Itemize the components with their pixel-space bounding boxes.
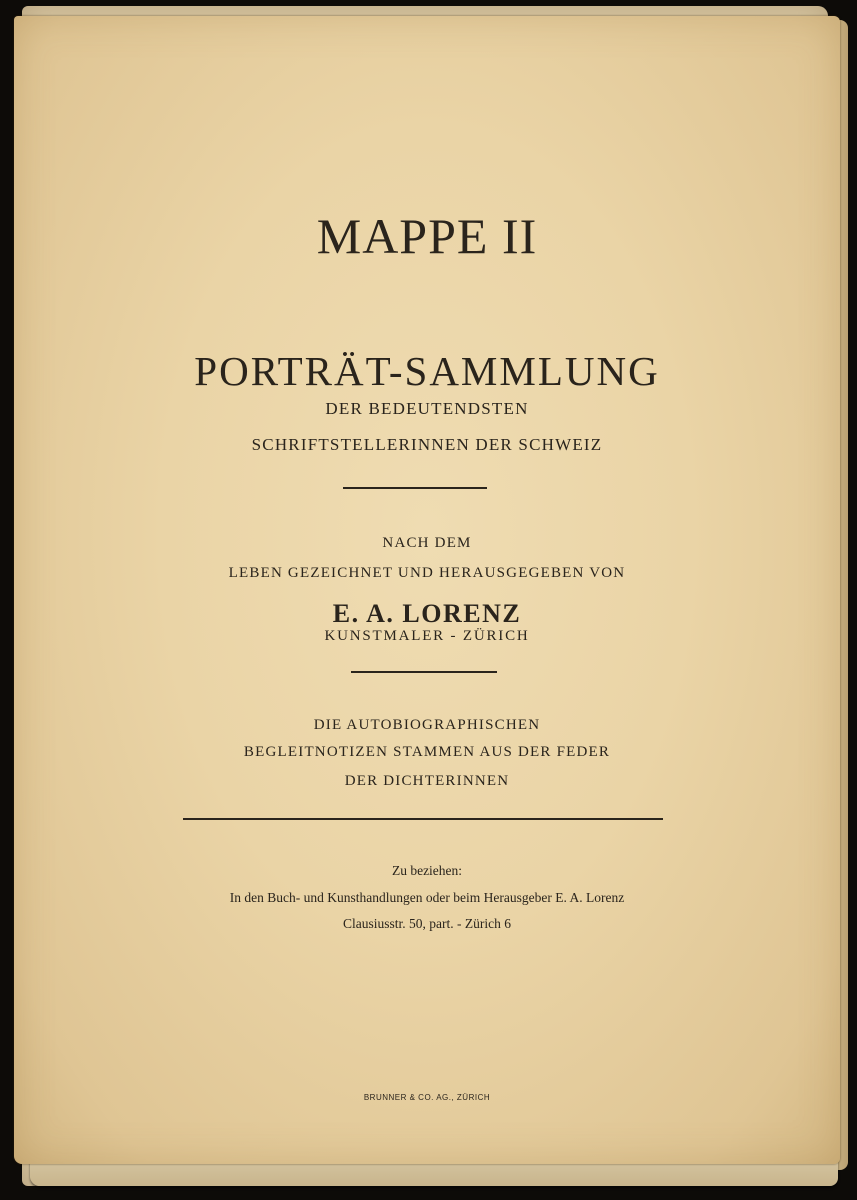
- note-line-3: DER DICHTERINNEN: [344, 773, 510, 789]
- note-line-1: DIE AUTOBIOGRAPHISCHEN: [313, 717, 541, 733]
- availability-line-1: Zu beziehen:: [391, 863, 463, 878]
- subtitle-line-2: SCHRIFTSTELLERINNEN DER SCHWEIZ: [251, 435, 603, 454]
- cover-title: MAPPE II: [316, 208, 538, 264]
- subtitle-line-1: DER BEDEUTENDSTEN: [325, 399, 529, 418]
- cover-page: [14, 16, 840, 1164]
- artist-name: E. A. LORENZ: [332, 599, 522, 628]
- availability-line-3: Clausiusstr. 50, part. - Zürich 6: [343, 916, 511, 931]
- cover-content: [14, 16, 840, 1164]
- printer-imprint: BRUNNER & CO. AG., ZÜRICH: [363, 1093, 491, 1102]
- credit-line-1: NACH DEM: [382, 535, 472, 551]
- credit-line-2: LEBEN GEZEICHNET UND HERAUSGEGEBEN VON: [228, 565, 626, 581]
- divider-rule-2: [351, 671, 497, 673]
- artist-title: KUNSTMALER - ZÜRICH: [324, 628, 530, 644]
- cover-subtitle: PORTRÄT-SAMMLUNG: [194, 348, 660, 394]
- divider-rule-3: [183, 818, 663, 820]
- availability-line-2: In den Buch- und Kunsthandlungen oder beim Herausgeber E. A. Lorenz: [229, 890, 625, 905]
- note-line-2: BEGLEITNOTIZEN STAMMEN AUS DER FEDER: [243, 744, 611, 760]
- divider-rule-1: [343, 487, 487, 489]
